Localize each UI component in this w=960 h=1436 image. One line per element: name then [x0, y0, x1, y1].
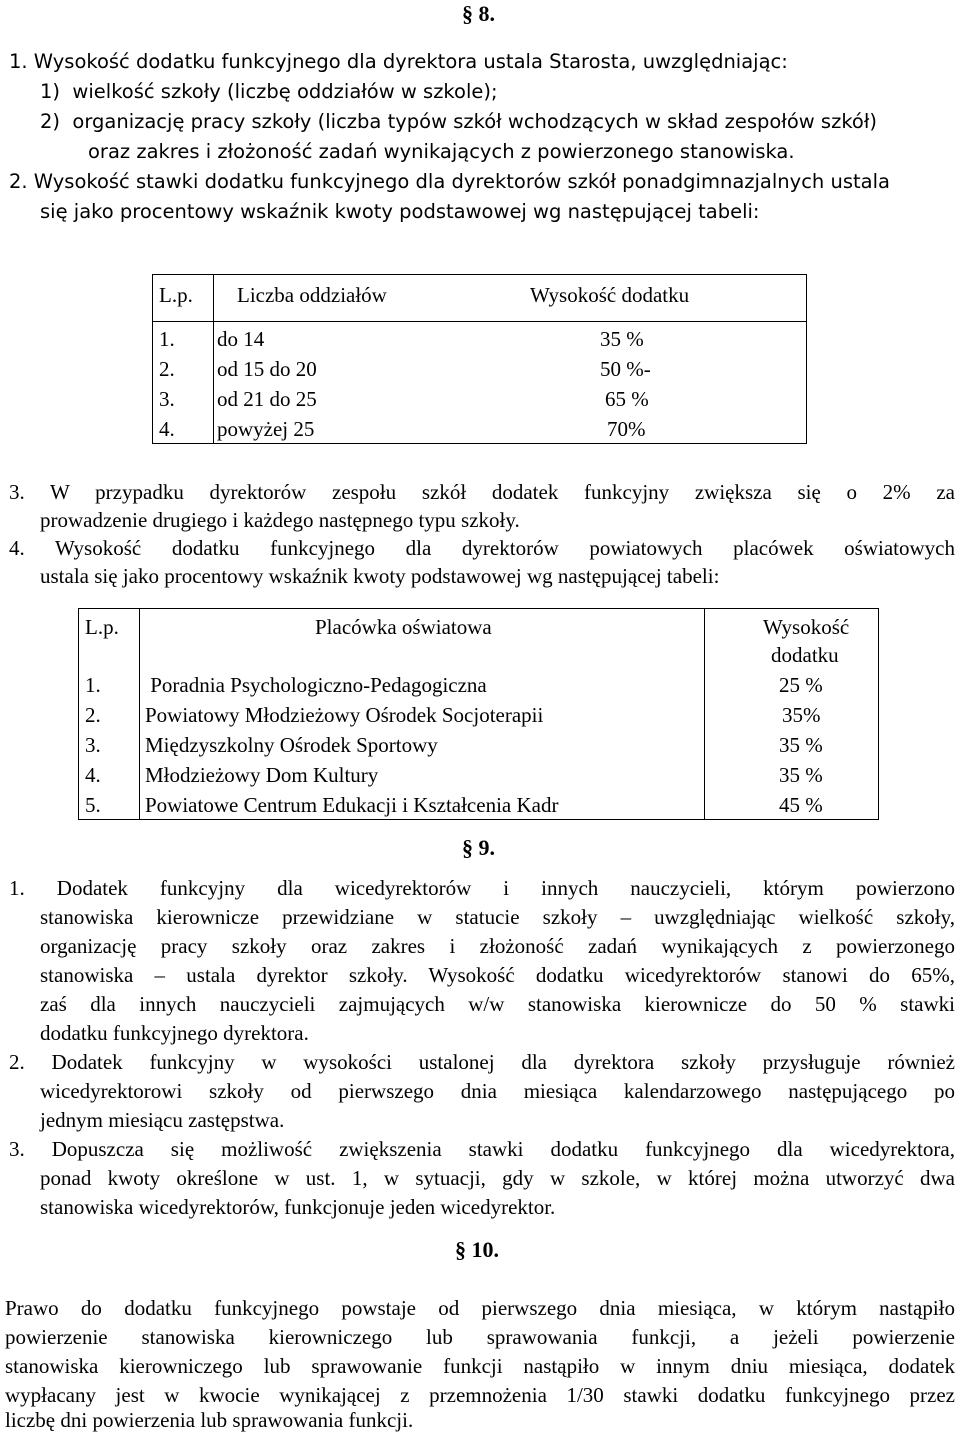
header-allowance: Wysokość	[763, 615, 850, 639]
row-allowance-value: 35 %	[779, 763, 823, 787]
row-institution-name: Powiatowy Młodzieżowy Ośrodek Socjoterapii	[145, 703, 544, 727]
s10-line: powierzenie stanowiska kierowniczego lub sprawowania funkcji, a jeżeli powierzenie	[5, 1325, 955, 1349]
row-allowance-value: 35%	[782, 703, 821, 727]
s9-p1-line: stanowiska – ustala dyrektor szkoły. Wysokość dodatku wicedyrektorów stanowi do 65%,	[40, 963, 955, 987]
row-institution-name: Powiatowe Centrum Edukacji i Kształcenia Kadr	[145, 793, 559, 817]
s8-p1-item1: 1) wielkość szkoły (liczbę oddziałów w szkole);	[40, 80, 498, 103]
row-institution-name: Międzyszkolny Ośrodek Sportowy	[145, 733, 438, 757]
table-director-allowance	[152, 274, 807, 444]
row-class-range: do 14	[217, 327, 265, 351]
row-class-range: powyżej 25	[217, 417, 315, 441]
s8-p4-line1: 4. Wysokość dodatku funkcyjnego dla dyrektorów powiatowych placówek oświatowych	[9, 536, 955, 560]
row-number: 2.	[85, 703, 101, 727]
s10-line: liczbę dni powierzenia lub sprawowania funkcji.	[5, 1408, 414, 1432]
s9-p2-line: 2. Dodatek funkcyjny w wysokości ustalonej dla dyrektora szkoły przysługuje również	[9, 1050, 955, 1074]
row-allowance-value: 65 %	[605, 387, 649, 411]
header-class-count: Liczba oddziałów	[237, 283, 387, 307]
s10-line: Prawo do dodatku funkcyjnego powstaje od pierwszego dnia miesiąca, w którym nastąpiło	[5, 1296, 955, 1320]
s9-p3-line: stanowiska wicedyrektorów, funkcjonuje jeden wicedyrektor.	[40, 1195, 556, 1219]
row-number: 5.	[85, 793, 101, 817]
row-allowance-value: 35 %	[779, 733, 823, 757]
section-10-heading: § 10.	[455, 1237, 499, 1262]
row-allowance-value: 50 %-	[600, 357, 651, 381]
s9-p1-line: 1. Dodatek funkcyjny dla wicedyrektorów i innych nauczycieli, którym powierzono	[9, 876, 955, 900]
row-number: 3.	[159, 387, 175, 411]
header-lp: L.p.	[85, 615, 119, 639]
s8-p2-line2: się jako procentowy wskaźnik kwoty podstawowej wg następującej tabeli:	[40, 200, 760, 223]
s9-p1-line: zaś dla innych nauczycieli zajmujących w/w stanowiska kierownicze do 50 % stawki	[40, 992, 955, 1016]
table-divider	[139, 609, 140, 819]
row-number: 1.	[85, 673, 101, 697]
section-8-heading: § 8.	[462, 1, 495, 26]
table-divider	[213, 275, 214, 443]
row-allowance-value: 70%	[607, 417, 646, 441]
s8-p3-line2: prowadzenie drugiego i każdego następnego typu szkoły.	[40, 508, 520, 532]
table-divider	[704, 609, 705, 819]
row-allowance-value: 45 %	[779, 793, 823, 817]
table-institution-allowance	[78, 608, 879, 820]
s8-p3-line1: 3. W przypadku dyrektorów zespołu szkół dodatek funkcyjny zwiększa się o 2% za	[9, 480, 955, 504]
row-allowance-value: 35 %	[600, 327, 644, 351]
s8-p1-item2-line2: oraz zakres i złożoność zadań wynikających z powierzonego stanowiska.	[88, 140, 795, 163]
row-number: 2.	[159, 357, 175, 381]
header-lp: L.p.	[159, 283, 193, 307]
row-allowance-value: 25 %	[779, 673, 823, 697]
s9-p1-line: stanowiska kierownicze przewidziane w statucie szkoły – uwzględniając wielkość szkoły,	[40, 905, 955, 929]
s8-p1-item2-line1: 2) organizację pracy szkoły (liczba typów szkół wchodzących w skład zespołów szkół)	[40, 110, 877, 133]
header-institution: Placówka oświatowa	[315, 615, 492, 639]
header-allowance-line2: dodatku	[771, 643, 839, 667]
section-9-heading: § 9.	[462, 835, 495, 860]
row-number: 3.	[85, 733, 101, 757]
s8-p4-line2: ustala się jako procentowy wskaźnik kwoty podstawowej wg następującej tabeli:	[40, 564, 720, 588]
s9-p3-line: ponad kwoty określone w ust. 1, w sytuacji, gdy w szkole, w której można utworzyć dwa	[40, 1166, 955, 1190]
s9-p1-line: dodatku funkcyjnego dyrektora.	[40, 1021, 309, 1045]
row-number: 1.	[159, 327, 175, 351]
row-class-range: od 21 do 25	[217, 387, 317, 411]
row-class-range: od 15 do 20	[217, 357, 317, 381]
s10-line: stanowiska kierowniczego lub sprawowanie funkcji nastąpiło w innym dniu miesiąca, dodatek	[5, 1354, 955, 1378]
s9-p1-line: organizację pracy szkoły oraz zakres i złożoność zadań wynikających z powierzonego	[40, 934, 955, 958]
row-institution-name: Poradnia Psychologiczno-Pedagogiczna	[145, 673, 487, 697]
header-allowance: Wysokość dodatku	[530, 283, 690, 307]
s8-p2-line1: 2. Wysokość stawki dodatku funkcyjnego dla dyrektorów szkół ponadgimnazjalnych ustala	[9, 170, 890, 193]
table-divider	[153, 321, 806, 322]
s9-p2-line: jednym miesiącu zastępstwa.	[40, 1108, 285, 1132]
s10-line: wypłacany jest w kwocie wynikającej z przemnożenia 1/30 stawki dodatku funkcyjnego przez	[5, 1383, 955, 1407]
s8-p1-line1: 1. Wysokość dodatku funkcyjnego dla dyrektora ustala Starosta, uwzględniając:	[9, 50, 788, 73]
s9-p3-line: 3. Dopuszcza się możliwość zwiększenia stawki dodatku funkcyjnego dla wicedyrektora,	[9, 1137, 955, 1161]
row-number: 4.	[159, 417, 175, 441]
row-institution-name: Młodzieżowy Dom Kultury	[145, 763, 379, 787]
row-number: 4.	[85, 763, 101, 787]
s9-p2-line: wicedyrektorowi szkoły od pierwszego dnia miesiąca kalendarzowego następującego po	[40, 1079, 955, 1103]
